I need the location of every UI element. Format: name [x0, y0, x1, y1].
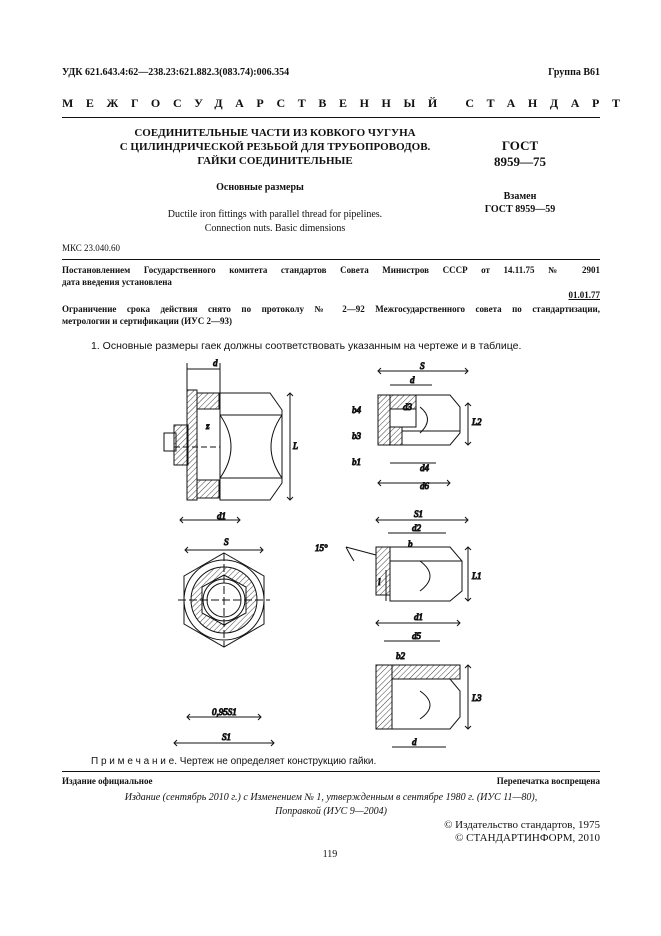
label-b3: b3: [352, 431, 361, 441]
label-L: L: [293, 441, 299, 451]
label-L3: L3: [472, 693, 482, 703]
label-z: z: [206, 421, 210, 431]
label-b2: b2: [396, 651, 405, 661]
decree-text: Постановлением Государственного комитета стандартов Совета Министров СССР от 14.11.75 № 2901: [62, 265, 600, 275]
label-b: b: [408, 539, 413, 549]
label-d-right: d: [410, 375, 415, 385]
restriction-line-1: Ограничение срока действия снято по протоколу № 2—92 Межгосударственного совета по стандартизации,: [62, 304, 600, 314]
title-line-1: СОЕДИНИТЕЛЬНЫЕ ЧАСТИ ИЗ КОВКОГО ЧУГУНА: [134, 127, 416, 139]
document-title: [100, 126, 450, 168]
reprint-notice: Перепечатка воспрещена: [496, 776, 600, 786]
nut-bottom-view: [376, 620, 471, 747]
official-edition: Издание официальное: [62, 776, 153, 786]
label-d6: d6: [420, 481, 429, 491]
replaces-block: [470, 190, 570, 216]
page-number: 119: [322, 849, 338, 860]
label-S1-right: S1: [414, 509, 423, 519]
nut-variant-view: [346, 517, 471, 601]
drawing-note: П р и м е ч а н и е. Чертеж не определяет конструкцию гайки.: [91, 756, 377, 767]
clause-1: 1. Основные размеры гаек должны соответствовать указанным на чертеже и в таблице.: [91, 340, 522, 352]
gost-number: 8959—75: [494, 154, 546, 169]
label-d-top: d: [213, 358, 218, 368]
copyright-1: © Издательство стандартов, 1975: [444, 819, 600, 831]
label-d1-right: d1: [414, 612, 423, 622]
mks-rule: [62, 259, 600, 260]
gost-label: ГОСТ: [501, 138, 539, 153]
label-d3: d3: [403, 402, 412, 412]
replaces-value: ГОСТ 8959—59: [484, 204, 556, 215]
label-b1: b1: [352, 457, 361, 467]
label-d2: d2: [412, 523, 421, 533]
mks-code: МКС 23.040.60: [62, 243, 121, 253]
label-d-bottom: d: [412, 737, 417, 747]
english-line-1: Ductile iron fittings with parallel thread for pipelines.: [167, 209, 383, 220]
group-code: Группа В61: [548, 67, 600, 78]
decree-line-2: дата введения установлена: [62, 277, 172, 287]
label-095S1: 0,95S1: [212, 707, 237, 717]
label-S1-hex: S1: [222, 732, 231, 742]
label-d4: d4: [420, 463, 429, 473]
restriction-line-2: метрологии и сертификации (ИУС 2—93): [62, 316, 232, 326]
footer-rule: [62, 771, 600, 772]
label-l: l: [378, 577, 381, 587]
effective-date: 01.01.77: [568, 290, 600, 300]
assembly-section-view: [164, 363, 293, 523]
header-rule: [62, 117, 600, 118]
english-title: [100, 208, 450, 236]
label-L2: L2: [472, 417, 482, 427]
title-line-3: ГАЙКИ СОЕДИНИТЕЛЬНЫЕ: [197, 155, 353, 167]
copyright-2: © СТАНДАРТИНФОРМ, 2010: [455, 832, 600, 844]
english-line-2: Connection nuts. Basic dimensions: [204, 223, 346, 234]
replaces-label: Взамен: [503, 191, 537, 202]
edition-line-2: Поправкой (ИУС 9—2004): [274, 806, 388, 817]
label-b4: b4: [352, 405, 361, 415]
title-line-2: С ЦИЛИНДРИЧЕСКОЙ РЕЗЬБОЙ ДЛЯ ТРУБОПРОВОДОВ.: [119, 141, 431, 153]
nut-drawing: [150, 355, 620, 755]
label-d1-left: d1: [217, 511, 226, 521]
label-angle: 15°: [315, 543, 328, 553]
udk-code: УДК 621.643.4:62—238.23:621.882.3(083.74):006.354: [62, 67, 290, 78]
label-d5: d5: [412, 631, 421, 641]
subtitle: Основные размеры: [216, 182, 304, 193]
standard-banner: МЕЖГОСУДАРСТВЕННЫЙ СТАНДАРТ: [62, 96, 633, 110]
label-S-right: S: [420, 361, 425, 371]
label-S-hex: S: [224, 537, 229, 547]
label-L1: L1: [472, 571, 482, 581]
gost-block: [480, 138, 560, 170]
edition-line-1: Издание (сентябрь 2010 г.) с Изменением № 1, утвержденным в сентябре 1980 г. (ИУС 11—80),: [124, 792, 538, 803]
